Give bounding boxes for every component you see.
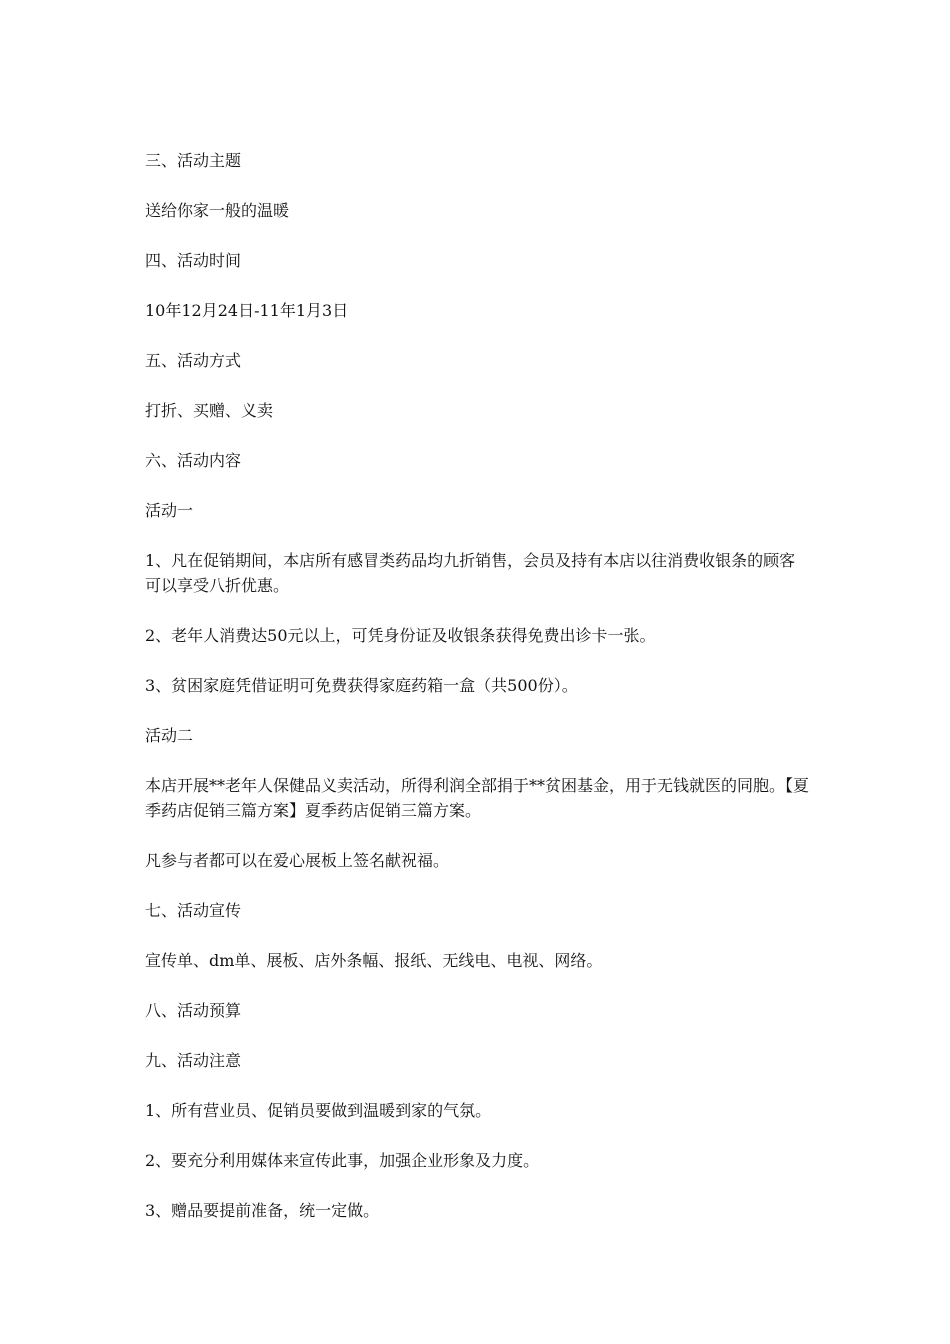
activity-two-text: 本店开展**老年人保健品义卖活动，所得利润全部捐于**贫困基金，用于无钱就医的同胞。【夏季药店促销三篇方案】夏季药店促销三篇方案。 xyxy=(145,776,810,820)
activity-one-item-2: 2、老年人消费达50元以上，可凭身份证及收银条获得免费出诊卡一张。 xyxy=(145,626,656,645)
activity-two-heading: 活动二 xyxy=(145,726,194,745)
time-text: 10年12月24日-11年1月3日 xyxy=(145,301,349,320)
section-heading-notes: 九、活动注意 xyxy=(145,1051,242,1070)
document-body xyxy=(145,148,810,1248)
notes-item-2: 2、要充分利用媒体来宣传此事，加强企业形象及力度。 xyxy=(145,1151,540,1170)
activity-one-item-3: 3、贫困家庭凭借证明可免费获得家庭药箱一盒（共500份）。 xyxy=(145,676,578,695)
activity-two-note: 凡参与者都可以在爱心展板上签名献祝福。 xyxy=(145,851,450,870)
notes-item-1: 1、所有营业员、促销员要做到温暖到家的气氛。 xyxy=(145,1101,492,1120)
section-heading-content: 六、活动内容 xyxy=(145,451,242,470)
promotion-text: 宣传单、dm单、展板、店外条幅、报纸、无线电、电视、网络。 xyxy=(145,951,603,970)
theme-text: 送给你家一般的温暖 xyxy=(145,201,290,220)
activity-one-heading: 活动一 xyxy=(145,501,194,520)
activity-one-item-1: 1、凡在促销期间，本店所有感冒类药品均九折销售，会员及持有本店以往消费收银条的顾客可以享受八折优惠。 xyxy=(145,551,796,595)
section-heading-time: 四、活动时间 xyxy=(145,251,242,270)
section-heading-theme: 三、活动主题 xyxy=(145,151,242,170)
notes-item-3: 3、赠品要提前准备，统一定做。 xyxy=(145,1201,380,1220)
section-heading-method: 五、活动方式 xyxy=(145,351,242,370)
method-text: 打折、买赠、义卖 xyxy=(145,401,274,420)
section-heading-promotion: 七、活动宣传 xyxy=(145,901,242,920)
section-heading-budget: 八、活动预算 xyxy=(145,1001,242,1020)
